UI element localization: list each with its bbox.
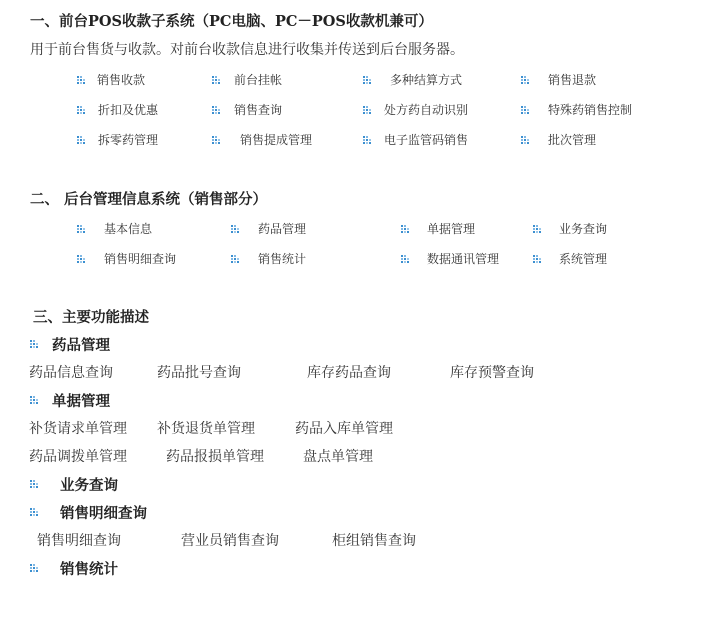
bullet-icon — [30, 564, 38, 572]
feature-item: 药品报损单管理 — [166, 449, 264, 465]
bullet-icon — [212, 106, 220, 114]
feature-item: 药品批号查询 — [157, 365, 241, 381]
feature-item: 处方药自动识别 — [384, 103, 469, 117]
bullet-icon — [77, 225, 85, 233]
bullet-icon — [533, 225, 541, 233]
bullet-icon — [212, 136, 220, 144]
bullet-icon — [231, 225, 239, 233]
feature-item: 药品入库单管理 — [295, 421, 393, 437]
feature-item: 药品信息查询 — [29, 365, 113, 381]
bullet-icon — [77, 136, 85, 144]
feature-item: 柜组销售查询 — [332, 533, 416, 549]
feature-item: 基本信息 — [104, 222, 153, 236]
bullet-icon — [521, 136, 529, 144]
bullet-icon — [212, 76, 220, 84]
bullet-icon — [521, 106, 529, 114]
bullet-icon — [521, 76, 529, 84]
bullet-icon — [533, 255, 541, 263]
feature-item: 销售退款 — [548, 73, 597, 87]
bullet-icon — [77, 76, 85, 84]
bullet-icon — [401, 225, 409, 233]
bullet-icon — [77, 106, 85, 114]
feature-item: 电子监管码销售 — [384, 133, 469, 147]
feature-item: 销售明细查询 — [104, 252, 177, 266]
group-label-document-management: 单据管理 — [52, 393, 110, 410]
feature-item: 药品管理 — [258, 222, 307, 236]
section1-title: 一、前台POS收款子系统（PC电脑、PC－POS收款机兼可） — [30, 13, 433, 30]
bullet-icon — [401, 255, 409, 263]
bullet-icon — [231, 255, 239, 263]
feature-item: 业务查询 — [559, 222, 608, 236]
bullet-icon — [30, 396, 38, 404]
feature-item: 单据管理 — [427, 222, 476, 236]
feature-item: 销售查询 — [234, 103, 283, 117]
section2-title: 二、 后台管理信息系统（销售部分） — [30, 191, 268, 208]
bullet-icon — [363, 136, 371, 144]
bullet-icon — [77, 255, 85, 263]
section3-title: 三、主要功能描述 — [33, 309, 149, 326]
feature-item: 库存预警查询 — [450, 365, 534, 381]
feature-item: 营业员销售查询 — [181, 533, 279, 549]
feature-item: 数据通讯管理 — [427, 252, 500, 266]
feature-item: 折扣及优惠 — [98, 103, 159, 117]
group-label-sales-detail-query: 销售明细查询 — [60, 505, 147, 522]
bullet-icon — [30, 508, 38, 516]
feature-item: 批次管理 — [548, 133, 597, 147]
group-label-sales-statistics: 销售统计 — [60, 561, 118, 578]
section1-intro: 用于前台售货与收款。对前台收款信息进行收集并传送到后台服务器。 — [30, 42, 464, 58]
feature-item: 药品调拨单管理 — [29, 449, 127, 465]
feature-item: 库存药品查询 — [307, 365, 391, 381]
feature-item: 销售提成管理 — [240, 133, 313, 147]
feature-item: 系统管理 — [559, 252, 608, 266]
group-label-drug-management: 药品管理 — [52, 337, 110, 354]
feature-item: 前台挂帐 — [234, 73, 283, 87]
group-label-business-query: 业务查询 — [60, 477, 118, 494]
feature-item: 拆零药管理 — [98, 133, 159, 147]
feature-item: 特殊药销售控制 — [548, 103, 633, 117]
bullet-icon — [363, 106, 371, 114]
bullet-icon — [363, 76, 371, 84]
feature-item: 补货退货单管理 — [157, 421, 255, 437]
feature-item: 销售收款 — [97, 73, 146, 87]
bullet-icon — [30, 340, 38, 348]
feature-item: 盘点单管理 — [303, 449, 373, 465]
bullet-icon — [30, 480, 38, 488]
feature-item: 销售明细查询 — [37, 533, 121, 549]
feature-item: 多种结算方式 — [390, 73, 463, 87]
feature-item: 销售统计 — [258, 252, 307, 266]
feature-item: 补货请求单管理 — [29, 421, 127, 437]
